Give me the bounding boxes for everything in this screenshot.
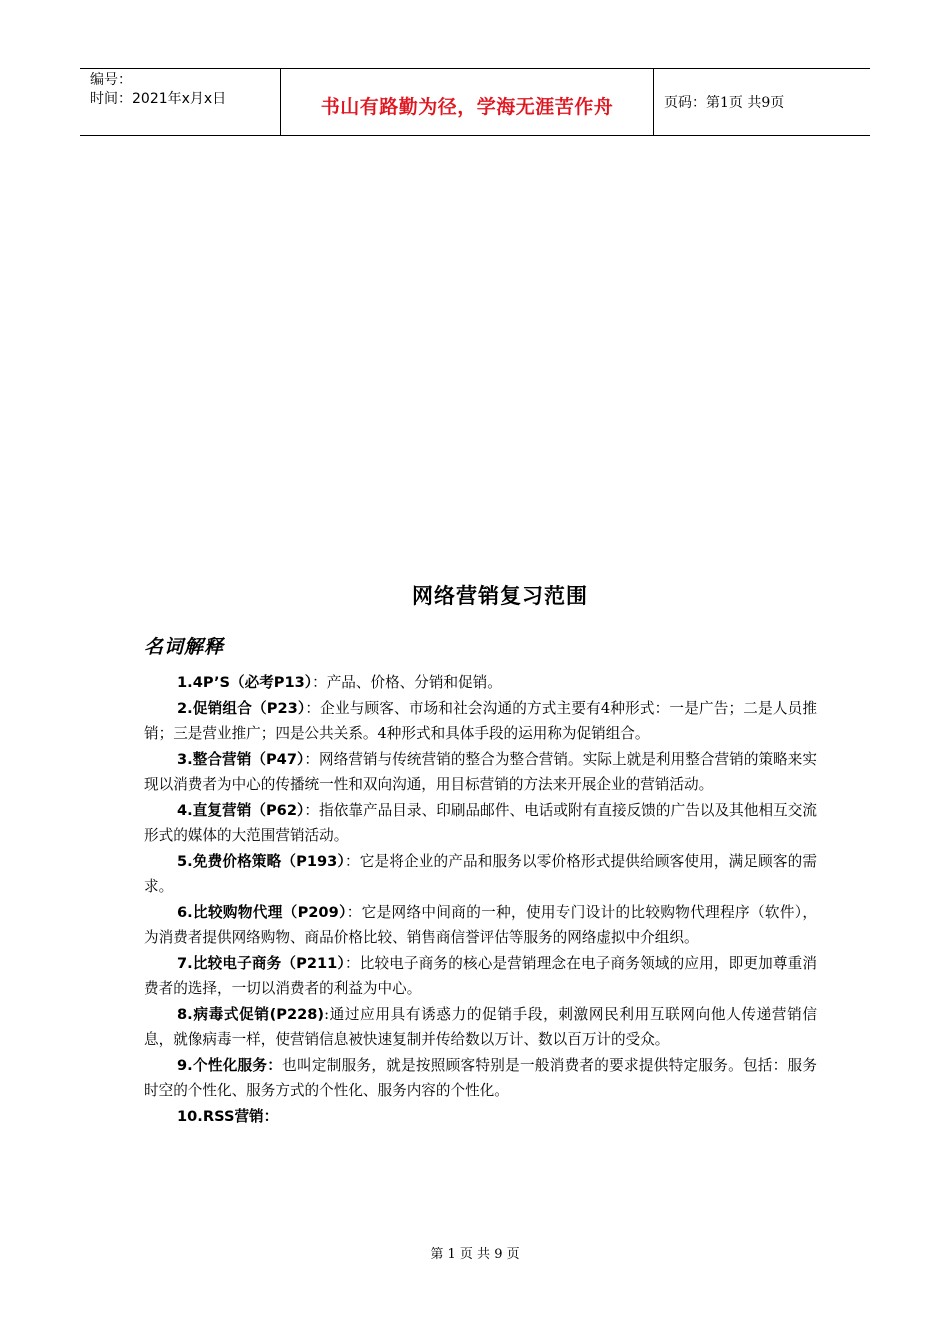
definition-entry [144, 849, 817, 900]
header-meta-cell [80, 69, 281, 135]
header-motto-cell [281, 69, 654, 135]
definition-entry [144, 798, 817, 849]
section-heading: 名词解释 [144, 636, 225, 658]
definition-text: ：企业与顾客、市场和社会沟通的方式主要有4种形式：一是广告；二是人员推销；三是营业推广；四是公共关系。4种形式和具体手段的运用称为促销组合。 [144, 699, 817, 742]
definition-entry [144, 1104, 817, 1130]
number-label: 编号： [90, 72, 132, 88]
definition-entry [144, 696, 817, 747]
definition-term: 1.4P’S（必考P13） [177, 674, 313, 691]
definition-text: ：它是将企业的产品和服务以零价格形式提供给顾客使用，满足顾客的需求。 [144, 852, 817, 895]
definition-entry [144, 747, 817, 798]
definition-text: ：比较电子商务的核心是营销理念在电子商务领域的应用，即更加尊重消费者的选择，一切以消费者的利益为中心。 [144, 954, 817, 997]
definition-entry [144, 1053, 817, 1104]
definition-text: ：网络营销与传统营销的整合为整合营销。实际上就是利用整合营销的策略来实现以消费者为中心的传播统一性和双向沟通，用目标营销的方法来开展企业的营销活动。 [144, 750, 817, 793]
definition-entry [144, 1002, 817, 1053]
definition-entry [144, 900, 817, 951]
definition-term: 3.整合营销（P47） [177, 750, 305, 768]
definition-term: 2.促销组合（P23） [177, 699, 306, 717]
definition-term: 4.直复营销（P62） [177, 801, 305, 819]
definitions-list [144, 670, 817, 1129]
definition-term: 5.免费价格策略（P193） [177, 852, 345, 870]
header-page-cell [654, 69, 870, 135]
definition-entry [144, 670, 817, 696]
definition-text: ：它是网络中间商的一种，使用专门设计的比较购物代理程序（软件），为消费者提供网络购物、商品价格比较、销售商信誉评估等服务的网络虚拟中介组织。 [144, 903, 817, 946]
definition-term: 9.个性化服务： [177, 1056, 283, 1074]
page-info: 页码：第1页 共9页 [664, 95, 785, 111]
definition-text: :通过应用具有诱惑力的促销手段，刺激网民利用互联网向他人传递营销信息，就像病毒一样，使营销信息被快速复制并传给数以万计、数以百万计的受众。 [144, 1005, 818, 1048]
document-title: 网络营销复习范围 [412, 584, 588, 608]
definition-term: 6.比较购物代理（P209） [177, 903, 347, 921]
definition-term: 7.比较电子商务（P211） [177, 954, 345, 972]
definition-term: 8.病毒式促销(P228) [177, 1005, 325, 1023]
definition-term: 10.RSS营销： [177, 1107, 279, 1125]
definition-text: 也叫定制服务，就是按照顾客特别是一般消费者的要求提供特定服务。包括：服务时空的个性化、服务方式的个性化、服务内容的个性化。 [144, 1056, 817, 1099]
motto-text: 书山有路勤为径，学海无涯苦作舟 [320, 95, 614, 118]
page-footer: 第 1 页 共 9 页 [430, 1247, 520, 1262]
definition-text: ：产品、价格、分销和促销。 [312, 674, 502, 691]
time-label: 时间：2021年x月x日 [90, 91, 227, 107]
definition-entry [144, 951, 817, 1002]
definition-text: ：指依靠产品目录、印刷品邮件、电话或附有直接反馈的广告以及其他相互交流形式的媒体的大范围营销活动。 [144, 801, 817, 844]
header-table [80, 68, 870, 136]
